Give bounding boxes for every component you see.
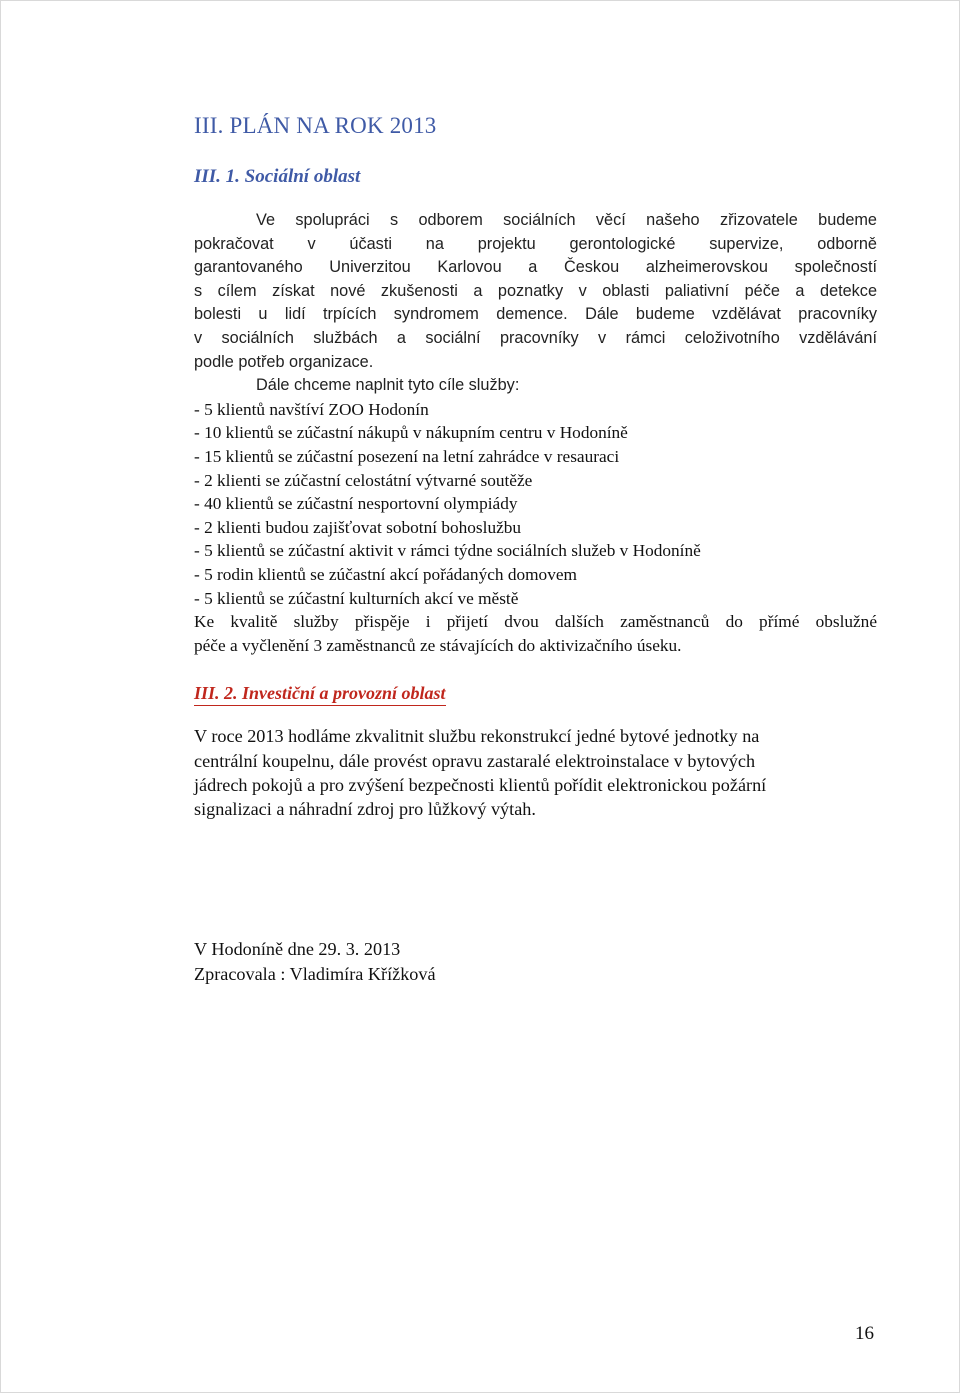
section-2-title: III. 2. Investiční a provozní oblast (194, 681, 446, 706)
page-content (194, 111, 877, 821)
paragraph-line: v sociálních službách a sociální pracovníky v rámci celoživotního vzdělávání (194, 328, 877, 347)
goal-item: - 5 klientů navštíví ZOO Hodonín (194, 399, 429, 419)
paragraph-line: podle potřeb organizace. (194, 352, 374, 371)
goal-item: - 15 klientů se zúčastní posezení na letní zahrádce v resauraci (194, 446, 620, 466)
section-2-body (194, 724, 877, 821)
body-line: jádrech pokojů a pro zvýšení bezpečnosti klientů pořídit elektronickou požární (194, 774, 767, 795)
paragraph-line: Ve spolupráci s odborem sociálních věcí našeho zřizovatele budeme (256, 211, 877, 229)
place-date: V Hodoníně dne 29. 3. 2013 (194, 939, 401, 959)
author: Zpracovala : Vladimíra Křížková (194, 964, 436, 984)
paragraph-line: bolesti u lidí trpících syndromem demence. Dále budeme vzdělávat pracovníky (194, 305, 877, 324)
goal-item: - 5 klientů se zúčastní kulturních akcí ve městě (194, 588, 519, 608)
paragraph-line: s cílem získat nové zkušenosti a poznatky v oblasti paliativní péče a detekce (194, 281, 877, 300)
closing-line: péče a vyčlenění 3 zaměstnanců ze stávajících do aktivizačního úseku. (194, 635, 682, 655)
goal-item: - 5 klientů se zúčastní aktivit v rámci týdne sociálních služeb v Hodoníně (194, 541, 701, 561)
body-line: signalizaci a náhradní zdroj pro lůžkový výtah. (194, 799, 536, 820)
closing-line: Ke kvalitě služby přispěje i přijetí dvou dalších zaměstnanců do přímé obslužné (194, 612, 877, 632)
goal-item: - 2 klienti se zúčastní celostátní výtvarné soutěže (194, 470, 533, 490)
goals-intro: Dále chceme naplnit tyto cíle služby: (256, 376, 520, 395)
page-number: 16 (855, 1323, 874, 1344)
goal-item: - 2 klienti budou zajišťovat sobotní bohoslužbu (194, 517, 522, 537)
goal-item: - 5 rodin klientů se zúčastní akcí pořádaných domovem (194, 564, 577, 584)
goal-item: - 10 klientů se zúčastní nákupů v nákupním centru v Hodoníně (194, 423, 628, 443)
main-title: III. PLÁN NA ROK 2013 (194, 113, 437, 138)
section-1-intro-paragraph (194, 209, 877, 374)
goal-item: - 40 klientů se zúčastní nesportovní olympiády (194, 494, 518, 514)
section-1-goals (194, 374, 877, 657)
body-line: V roce 2013 hodláme zkvalitnit službu rekonstrukcí jedné bytové jednotky na (194, 726, 760, 747)
goals-list (194, 398, 877, 610)
signature-block (194, 937, 436, 987)
paragraph-line: garantovaného Univerzitou Karlovou a Českou alzheimerovskou společností (194, 258, 877, 277)
paragraph-line: pokračovat v účasti na projektu gerontologické supervize, odborně (194, 234, 877, 253)
section-1-title: III. 1. Sociální oblast (194, 166, 361, 187)
body-line: centrální koupelnu, dále provést opravu zastaralé elektroinstalace v bytových (194, 750, 756, 771)
